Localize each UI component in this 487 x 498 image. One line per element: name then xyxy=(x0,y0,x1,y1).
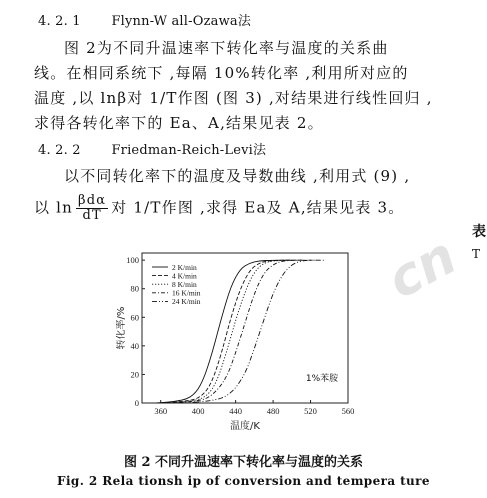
y-tick-label: 20 xyxy=(130,369,139,380)
legend-label-1: 2 K/min xyxy=(172,262,197,272)
paragraph-line: 图 2为不同升温速率下转化率与温度的关系曲 xyxy=(64,39,389,57)
formula-suffix: 对 1/T作图 ,求得 Ea及 A,结果见表 3。 xyxy=(111,198,405,217)
section-number: 4. 2. 1 xyxy=(38,14,81,29)
x-tick-label: 400 xyxy=(191,406,205,416)
side-char: 表 xyxy=(472,224,486,240)
figure-caption-en: Fig. 2 Rela tionsh ip of conversion and tempera ture xyxy=(57,474,430,488)
x-tick-label: 480 xyxy=(266,406,280,416)
formula-line xyxy=(34,194,405,223)
paragraph-line: 温度 ,以 lnβ对 1/T作图 (图 3) ,对结果进行线性回归 , xyxy=(34,89,433,107)
figure-2 xyxy=(116,247,366,447)
x-axis-label: 温度/K xyxy=(230,421,260,432)
y-tick-label: 0 xyxy=(134,398,139,408)
fraction-numerator: βdα xyxy=(78,193,107,208)
section-number: 4. 2. 2 xyxy=(38,143,81,158)
legend-label-3: 8 K/min xyxy=(172,280,197,289)
legend-label-5: 24 K/min xyxy=(172,297,201,307)
fraction-denominator: dT xyxy=(82,208,102,223)
y-axis-label: 转化率/% xyxy=(116,306,127,350)
section-title: Friedman-Reich-Levi法 xyxy=(111,143,267,158)
paragraph-line: 线。在相同系统下 ,每隔 10%转化率 ,利用所对应的 xyxy=(34,64,409,82)
watermark: cn xyxy=(378,226,467,311)
section-heading-4-2-1 xyxy=(38,10,251,29)
conversion-temperature-chart xyxy=(116,247,366,447)
x-tick-label: 440 xyxy=(229,406,243,416)
x-tick-label: 560 xyxy=(341,406,355,416)
y-tick-label: 60 xyxy=(130,312,139,323)
x-tick-label: 360 xyxy=(154,406,168,416)
y-tick-label: 80 xyxy=(130,283,139,294)
y-tick-label: 40 xyxy=(130,340,139,351)
formula-prefix: 以 ln xyxy=(34,198,74,217)
paragraph-line: 求得各转化率下的 Ea、A,结果见表 2。 xyxy=(34,114,324,132)
section-title: Flynn-W all-Ozawa法 xyxy=(111,14,252,29)
series-line-5 xyxy=(179,260,324,403)
x-tick-label: 520 xyxy=(304,406,317,416)
section-heading-4-2-2 xyxy=(38,139,266,158)
fraction xyxy=(76,194,108,223)
figure-caption-cn: 图 2 不同升温速率下转化率与温度的关系 xyxy=(123,455,364,470)
legend-label-2: 4 K/min xyxy=(172,271,197,281)
y-tick-label: 100 xyxy=(126,255,139,266)
paragraph-line: 以不同转化率下的温度及导数曲线 ,利用式 (9) , xyxy=(64,167,411,185)
legend-label-4: 16 K/min xyxy=(172,288,201,298)
side-char: T xyxy=(472,247,481,261)
chart-annotation: 1%苯胺 xyxy=(305,374,339,384)
